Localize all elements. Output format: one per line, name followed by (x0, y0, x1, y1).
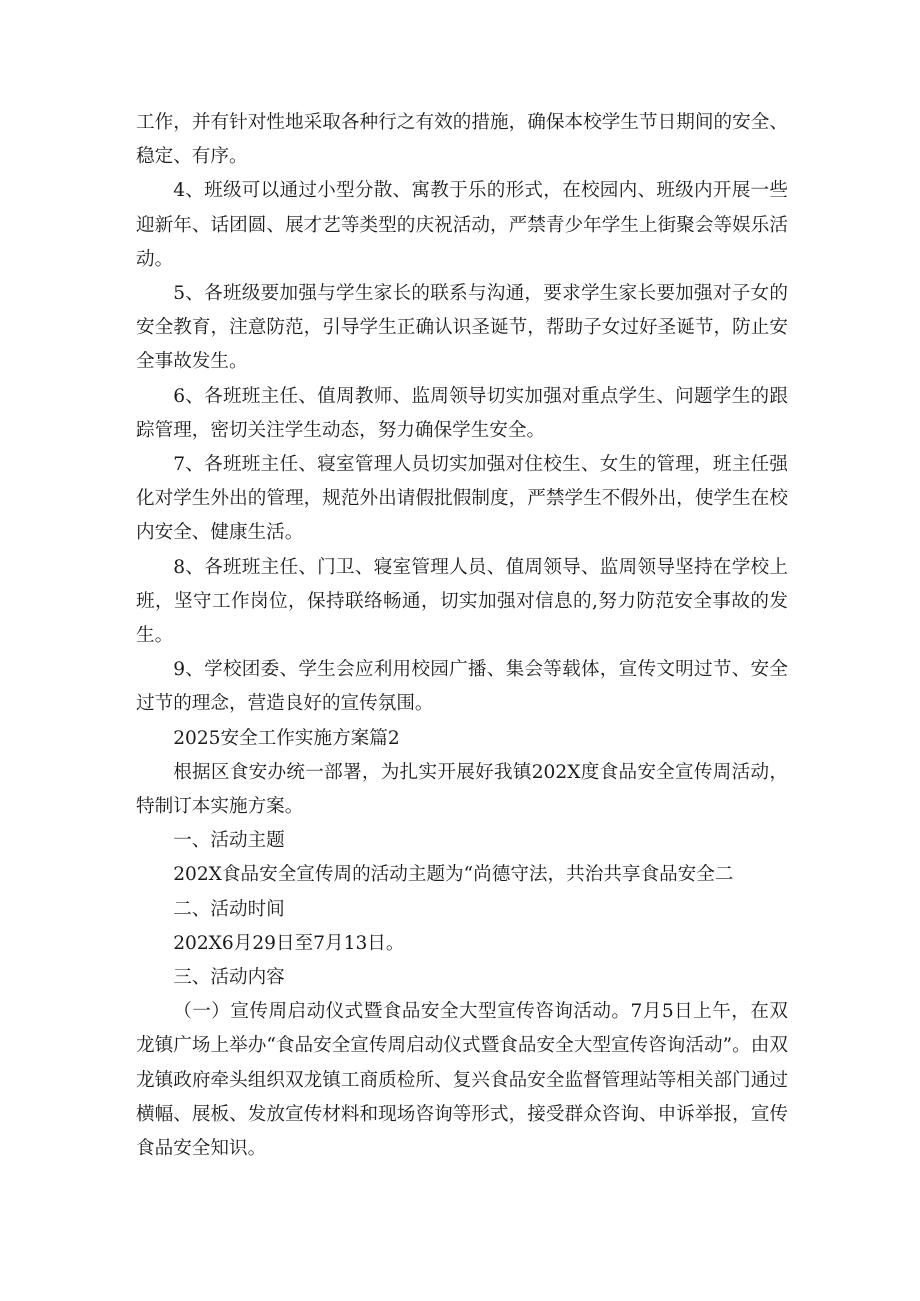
heading-activity-content: 三、活动内容 (173, 967, 285, 989)
paragraph-item-4: 4、班级可以通过小型分散、寓教于乐的形式，在校园内、班级内开展一些迎新年、话团圆、展才艺等类型的庆祝活动，严禁青少年学生上街聚会等娱乐活动。 (136, 180, 788, 270)
heading-activity-theme: 一、活动主题 (173, 830, 285, 852)
paragraph-activity-time: 202X6月29日至7月13日。 (173, 932, 405, 954)
document-body (136, 106, 788, 1166)
heading-activity-time: 二、活动时间 (173, 898, 285, 920)
paragraph-intro: 根据区食安办统一部署，为扎实开展好我镇202X度食品安全宣传周活动，特制订本实施方案。 (136, 761, 788, 818)
paragraph-item-8: 8、各班班主任、门卫、寝室管理人员、值周领导、监周领导坚持在学校上班，坚守工作岗位，保持联络畅通，切实加强对信息的,努力防范安全事故的发生。 (136, 556, 788, 647)
paragraph-item-6: 6、各班班主任、值周教师、监周领导切实加强对重点学生、问题学生的跟踪管理，密切关注学生动态，努力确保学生安全。 (136, 385, 788, 441)
paragraph-continuation: 工作，并有针对性地采取各种行之有效的措施，确保本校学生节日期间的安全、稳定、有序。 (136, 112, 788, 168)
section-title: 2025安全工作实施方案篇2 (173, 727, 400, 749)
paragraph-item-5: 5、各班级要加强与学生家长的联系与沟通，要求学生家长要加强对子女的安全教育，注意防范，引导学生正确认识圣诞节，帮助子女过好圣诞节，防止安全事故发生。 (136, 283, 788, 373)
paragraph-activity-content-1: （一）宣传周启动仪式暨食品安全大型宣传咨询活动。7月5日上午，在双龙镇广场上举办“食品安全宣传周启动仪式暨食品安全大型宣传咨询活动”。由双龙镇政府牵头组织双龙镇工商质检所、复兴食品安全监督管理站等相关部门通过横幅、展板、发放宣传材料和现场咨询等形式，接受群众咨询、申诉举报，宣传食品安全知识。 (136, 1001, 788, 1160)
paragraph-item-9: 9、学校团委、学生会应利用校园广播、集会等载体，宣传文明过节、安全过节的理念，营造良好的宣传氛围。 (136, 659, 788, 715)
paragraph-activity-theme: 202X食品安全宣传周的活动主题为“尚德守法，共治共享食品安全二 (173, 864, 734, 886)
paragraph-item-7: 7、各班班主任、寝室管理人员切实加强对住校生、女生的管理，班主任强化对学生外出的管理，规范外出请假批假制度，严禁学生不假外出，使学生在校内安全、健康生活。 (136, 454, 788, 544)
